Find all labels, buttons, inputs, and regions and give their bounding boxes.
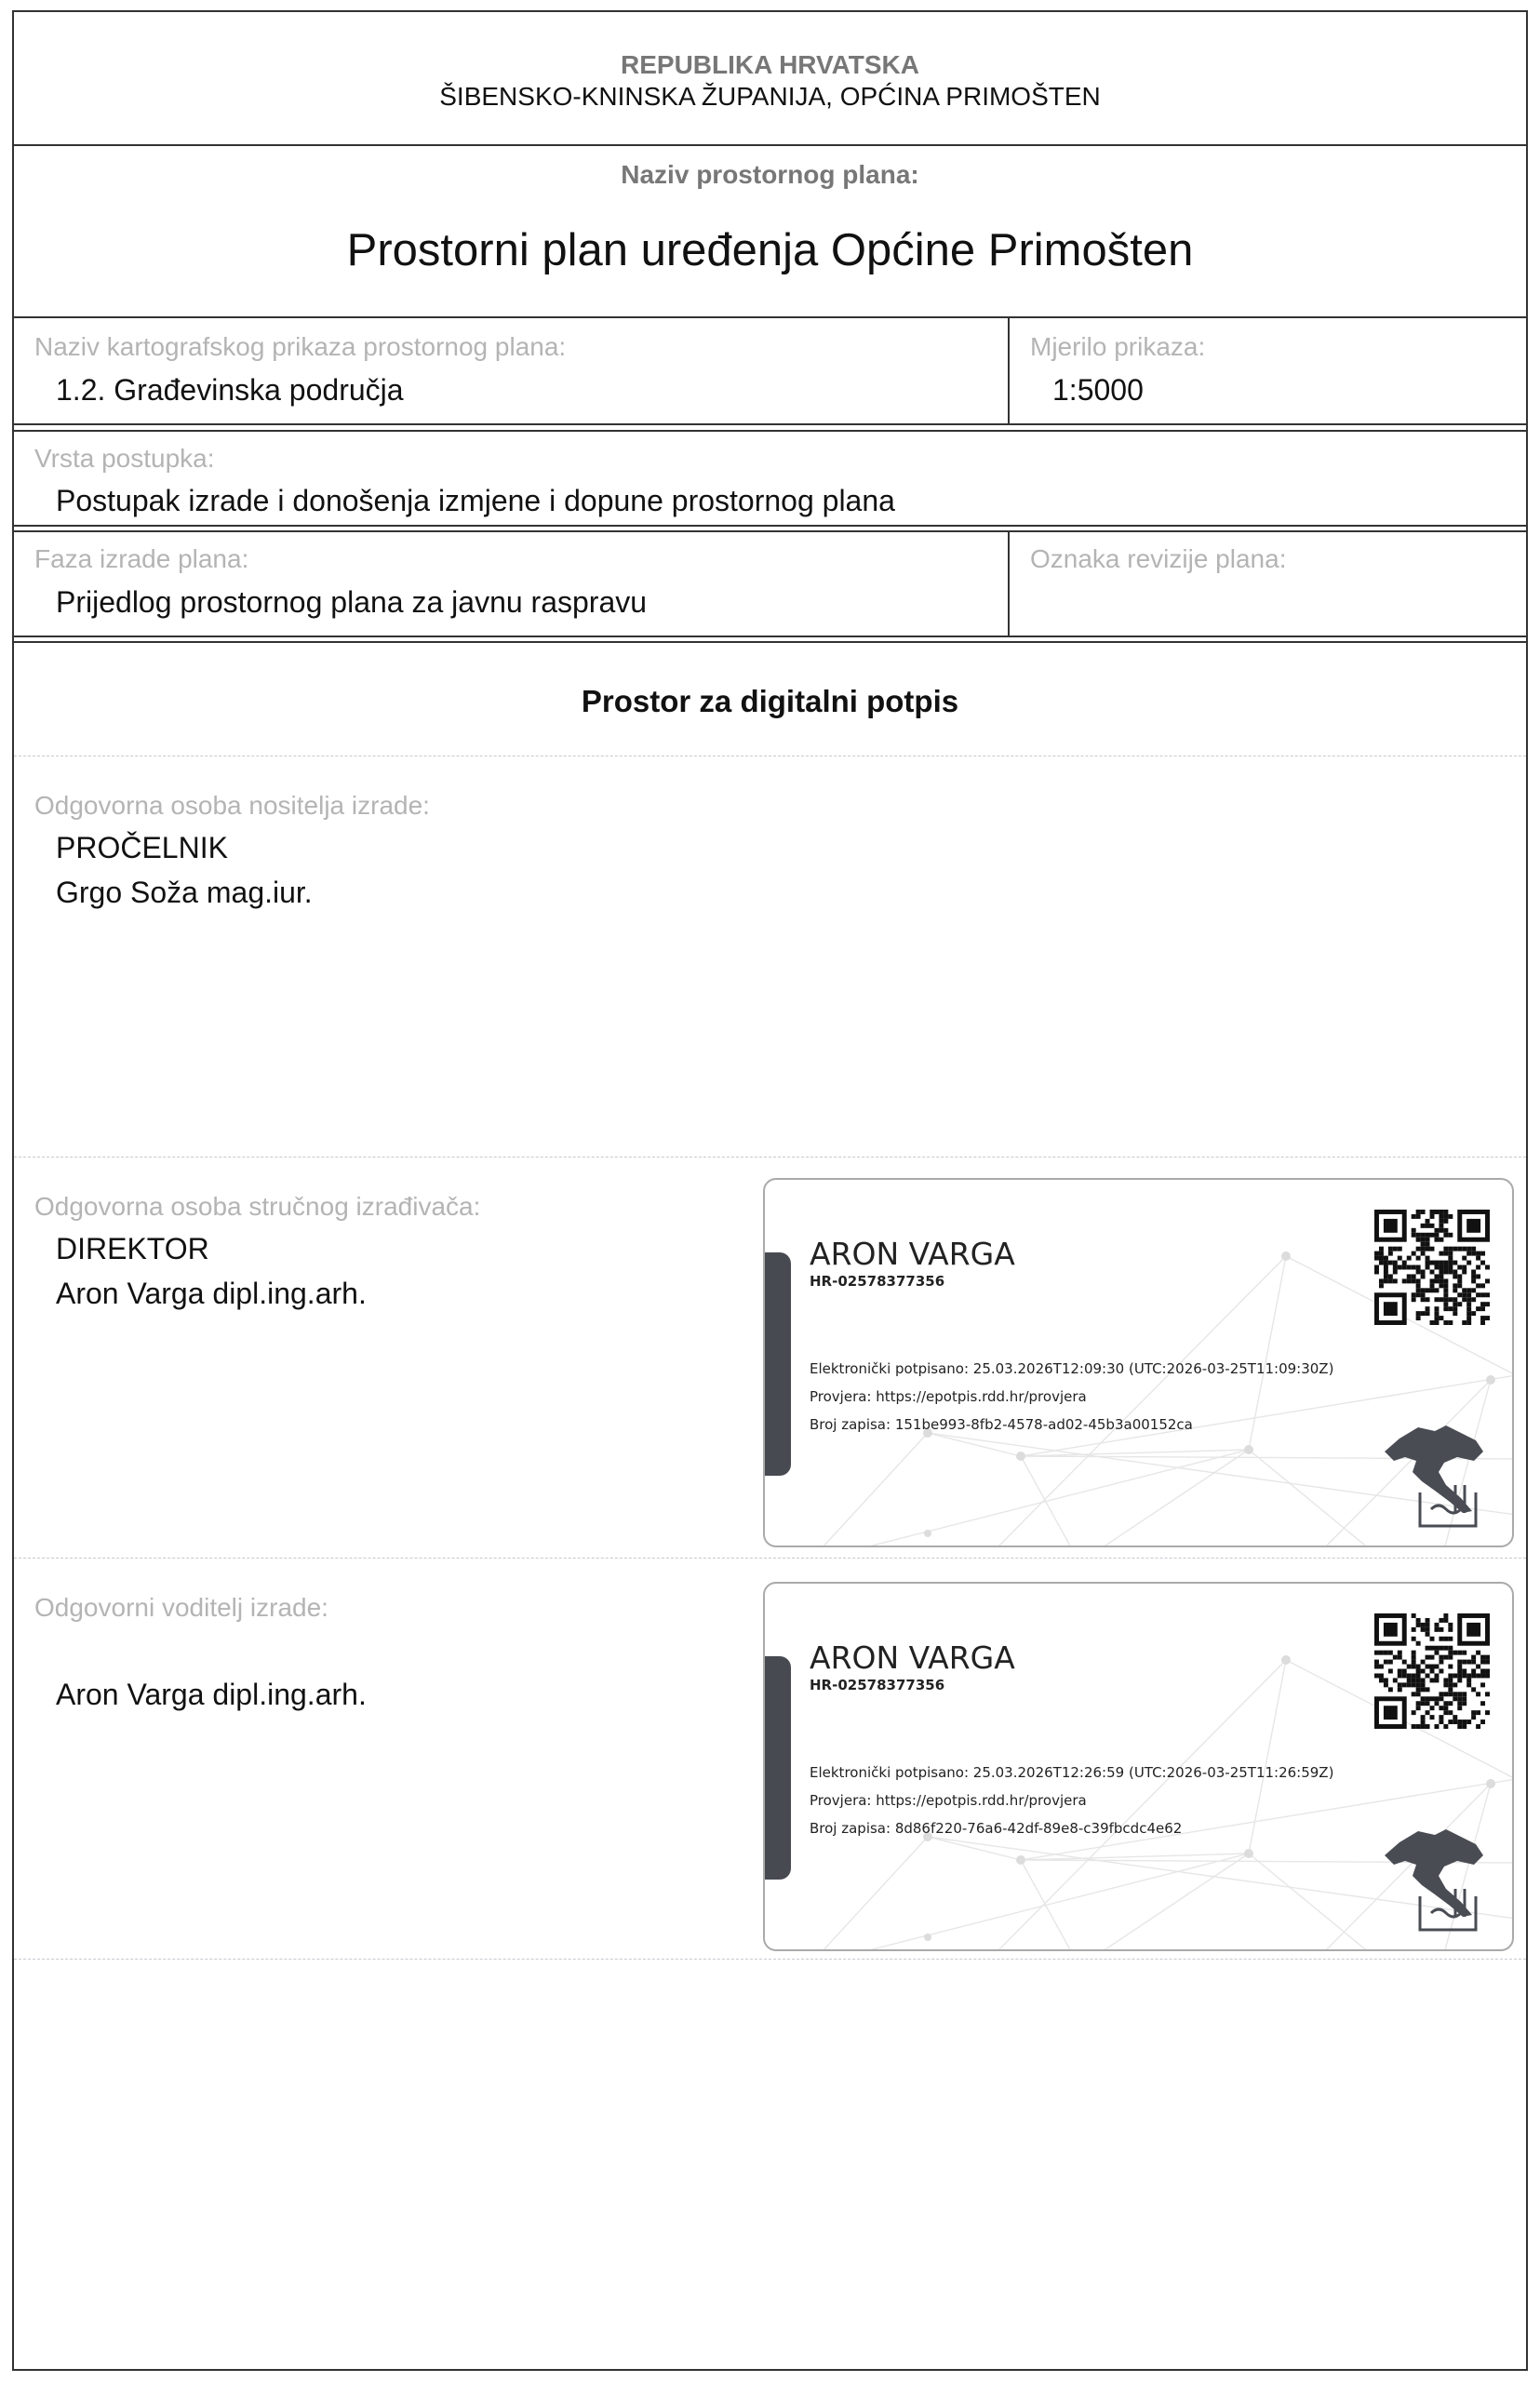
signer-name: ARON VARGA xyxy=(810,1236,1015,1272)
person-1-label: Odgovorna osoba nositelja izrade: xyxy=(34,791,430,820)
scale-value: 1:5000 xyxy=(1052,373,1144,407)
croatia-map-icon xyxy=(1379,1824,1491,1935)
procedure-value: Postupak izrade i donošenja izmjene i dopune prostornog plana xyxy=(56,484,895,517)
signer-id: HR-02578377356 xyxy=(810,1273,945,1290)
person-1-name: Grgo Soža mag.iur. xyxy=(56,876,313,909)
qr-code-icon xyxy=(1374,1210,1490,1325)
map-display-label: Naziv kartografskog prikaza prostornog plana: xyxy=(34,332,567,361)
header-region: ŠIBENSKO-KNINSKA ŽUPANIJA, OPĆINA PRIMOŠTEN xyxy=(439,82,1101,111)
map-display-value: 1.2. Građevinska područja xyxy=(56,373,404,407)
divider-header xyxy=(12,144,1528,146)
phase-label: Faza izrade plana: xyxy=(34,544,249,573)
person-3-label: Odgovorni voditelj izrade: xyxy=(34,1593,328,1622)
divider-map-2 xyxy=(12,430,1528,432)
signed-timestamp: Elektronički potpisano: 25.03.2026T12:09:30 (UTC:2026-03-25T11:09:30Z) xyxy=(810,1360,1334,1377)
signed-timestamp: Elektronički potpisano: 25.03.2026T12:26:59 (UTC:2026-03-25T11:26:59Z) xyxy=(810,1764,1334,1781)
divider-vertical-phase xyxy=(1008,530,1010,636)
divider-procedure xyxy=(12,525,1528,527)
divider-plan xyxy=(12,316,1528,318)
plan-name-label: Naziv prostornog plana: xyxy=(621,160,919,189)
divider-dashed-4 xyxy=(14,1959,1526,1960)
qr-code-icon xyxy=(1374,1613,1490,1729)
person-2-role: DIREKTOR xyxy=(56,1232,209,1265)
person-2-name: Aron Varga dipl.ing.arh. xyxy=(56,1277,367,1310)
header-country: REPUBLIKA HRVATSKA xyxy=(621,50,919,79)
signature-card-2 xyxy=(763,1582,1514,1951)
croatia-map-icon xyxy=(1379,1420,1491,1532)
signature-section-title: Prostor za digitalni potpis xyxy=(581,684,959,718)
signature-accent-bar xyxy=(763,1252,791,1476)
signer-name: ARON VARGA xyxy=(810,1639,1015,1676)
person-2-label: Odgovorna osoba stručnog izrađivača: xyxy=(34,1192,481,1221)
divider-map xyxy=(12,423,1528,425)
divider-vertical-map xyxy=(1008,316,1010,424)
divider-dashed-3 xyxy=(14,1558,1526,1559)
divider-dashed-2 xyxy=(14,1157,1526,1158)
signer-id: HR-02578377356 xyxy=(810,1677,945,1693)
record-number: Broj zapisa: 8d86f220-76a6-42df-89e8-c39fbcdc4e62 xyxy=(810,1820,1183,1837)
divider-phase-2 xyxy=(12,641,1528,643)
verify-link: Provjera: https://epotpis.rdd.hr/provjera xyxy=(810,1792,1087,1809)
divider-procedure-2 xyxy=(12,530,1528,532)
person-3-name: Aron Varga dipl.ing.arh. xyxy=(56,1678,367,1711)
signature-card-1 xyxy=(763,1178,1514,1547)
verify-link: Provjera: https://epotpis.rdd.hr/provjera xyxy=(810,1388,1087,1405)
divider-phase xyxy=(12,636,1528,637)
procedure-label: Vrsta postupka: xyxy=(34,444,215,473)
person-1-role: PROČELNIK xyxy=(56,831,228,864)
phase-value: Prijedlog prostornog plana za javnu raspravu xyxy=(56,585,648,619)
revision-label: Oznaka revizije plana: xyxy=(1030,544,1287,573)
plan-name: Prostorni plan uređenja Općine Primošten xyxy=(346,225,1194,275)
scale-label: Mjerilo prikaza: xyxy=(1030,332,1206,361)
record-number: Broj zapisa: 151be993-8fb2-4578-ad02-45b3a00152ca xyxy=(810,1416,1193,1433)
signature-accent-bar xyxy=(763,1656,791,1880)
